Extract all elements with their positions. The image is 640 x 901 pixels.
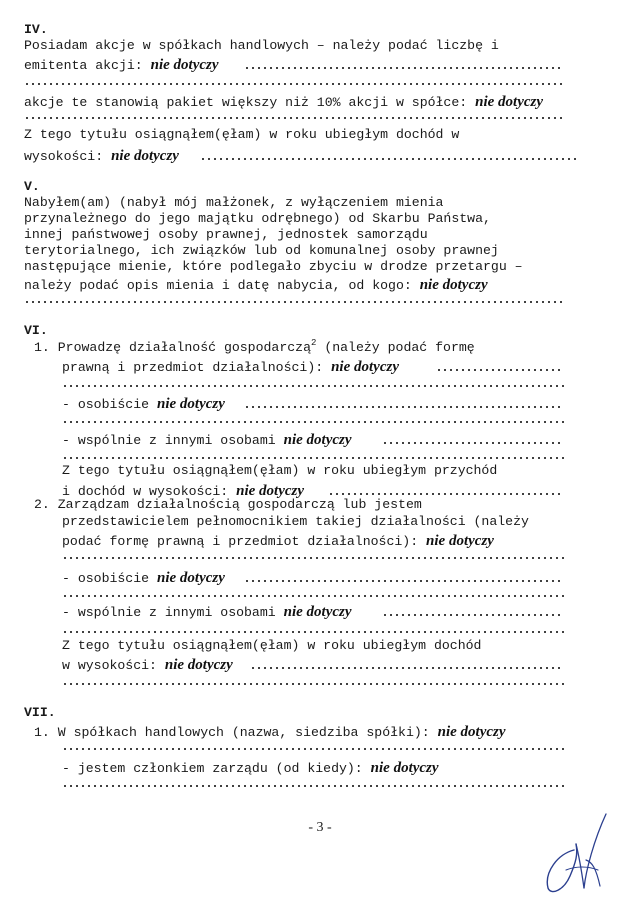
section-vi-item2-line3 <box>62 533 640 550</box>
dotted-line <box>382 441 564 445</box>
section-v-line2: przynależnego do jego majątku odrębnego) od Skarbu Państwa, <box>24 211 491 226</box>
section-vi-item2-personal-text: - osobiście <box>62 571 150 586</box>
section-vi-item1-personal-answer: nie dotyczy <box>156 396 225 412</box>
section-iv-line3 <box>24 94 640 111</box>
section-iv-line5-text: wysokości: <box>24 149 104 164</box>
dotted-line <box>62 420 564 424</box>
section-vi-numeral: VI. <box>24 323 48 338</box>
section-v-answer: nie dotyczy <box>419 277 488 293</box>
section-vi-item1-number: 1. <box>34 340 50 355</box>
section-vi-item2-text: Zarządzam działalnością gospodarczą lub jestem <box>57 497 422 512</box>
dotted-line <box>244 579 564 583</box>
section-iv-answer1: nie dotyczy <box>150 57 219 73</box>
section-vii-item1-number: 1. <box>34 725 50 740</box>
section-vi-item2-personal-answer: nie dotyczy <box>156 570 225 586</box>
dotted-line <box>62 456 564 460</box>
dotted-line <box>24 300 564 304</box>
section-vi-item1-income2-text: i dochód w wysokości: <box>62 484 229 499</box>
section-vi-item2-number: 2. <box>34 497 50 512</box>
section-vi-item2-income1: Z tego tytułu osiągnąłem(ęłam) w roku ubiegłym dochód <box>62 638 482 653</box>
dotted-line <box>200 157 580 161</box>
section-vii-item1-board-answer: nie dotyczy <box>370 760 439 776</box>
dotted-line <box>62 747 564 751</box>
section-vi-item2-jointly-text: - wspólnie z innymi osobami <box>62 605 276 620</box>
page-number: - 3 - <box>308 820 332 835</box>
section-vii-item1-text: W spółkach handlowych (nazwa, siedziba spółki): <box>57 725 430 740</box>
section-vii-item1-answer: nie dotyczy <box>437 724 506 740</box>
section-vi-item2-line1 <box>34 497 640 513</box>
section-v-line1: Nabyłem(am) (nabył mój małżonek, z wyłączeniem mienia <box>24 195 444 210</box>
section-vii-numeral: VII. <box>24 705 56 720</box>
section-vi-item1-jointly-text: - wspólnie z innymi osobami <box>62 433 276 448</box>
section-vi-item1-jointly-answer: nie dotyczy <box>283 432 352 448</box>
section-vi-item2-income-answer: nie dotyczy <box>164 657 233 673</box>
dotted-line <box>244 66 564 70</box>
dotted-line <box>62 594 564 598</box>
section-iv-answer3: nie dotyczy <box>111 148 179 164</box>
section-v-line3: innej państwowej osoby prawnej, jednostek samorządu <box>24 227 428 242</box>
footnote-marker: 2 <box>311 338 317 348</box>
section-vi-item2-jointly-answer: nie dotyczy <box>283 604 352 620</box>
section-v-line6 <box>24 277 640 294</box>
section-iv-line3-text: akcje te stanowią pakiet większy niż 10% akcji w spółce: <box>24 95 468 110</box>
dotted-line <box>62 556 564 560</box>
dotted-line <box>62 630 564 634</box>
section-vii-item1-line1 <box>34 724 640 741</box>
section-vi-item2-income2-text: w wysokości: <box>62 658 157 673</box>
dotted-line <box>436 368 564 372</box>
dotted-line <box>328 492 564 496</box>
section-vi-item1-personal-text: - osobiście <box>62 397 150 412</box>
section-vi-item1-text: Prowadzę działalność gospodarczą <box>57 340 311 355</box>
section-iv-numeral: IV. <box>24 22 48 37</box>
dotted-line <box>382 613 564 617</box>
section-vi-item1-income1: Z tego tytułu osiągnąłem(ęłam) w roku ubiegłym przychód <box>62 463 498 478</box>
dotted-line <box>24 116 564 120</box>
section-v-numeral: V. <box>24 179 40 194</box>
dotted-line <box>24 82 564 86</box>
signature-image <box>536 810 616 896</box>
section-vi-item1-answer: nie dotyczy <box>331 359 399 375</box>
section-v-line4: terytorialnego, ich związków lub od komunalnej osoby prawnej <box>24 243 499 258</box>
dotted-line <box>62 384 564 388</box>
section-vi-item1-income-answer: nie dotyczy <box>236 483 305 499</box>
section-vi-item1-line1 <box>34 340 640 357</box>
section-iv-line1: Posiadam akcje w spółkach handlowych – należy podać liczbę i <box>24 38 499 53</box>
section-v-line6-text: należy podać opis mienia i datę nabycia, od kogo: <box>24 278 412 293</box>
section-vi-item2-answer: nie dotyczy <box>426 533 494 549</box>
dotted-line <box>244 405 564 409</box>
section-vi-item1-text-b: (należy podać formę <box>316 340 475 355</box>
section-iv-line2-text: emitenta akcji: <box>24 58 143 73</box>
section-vi-item1-line2-text: prawną i przedmiot działalności): <box>62 360 324 375</box>
section-vi-item2-line2: przedstawicielem pełnomocnikiem takiej działalności (należy <box>62 514 529 529</box>
section-v-line5: następujące mienie, które podlegało zbyciu w drodze przetargu – <box>24 259 523 274</box>
section-vii-item1-board-text: - jestem członkiem zarządu (od kiedy): <box>62 761 363 776</box>
section-iv-answer2: nie dotyczy <box>475 94 544 110</box>
dotted-line <box>62 682 564 686</box>
section-vii-item1-board <box>62 760 640 777</box>
dotted-line <box>250 666 564 670</box>
dotted-line <box>62 784 564 788</box>
section-vi-item2-line3-text: podać formę prawną i przedmiot działalności): <box>62 534 419 549</box>
section-iv-line4: Z tego tytułu osiągnąłem(ęłam) w roku ubiegłym dochód w <box>24 127 460 142</box>
